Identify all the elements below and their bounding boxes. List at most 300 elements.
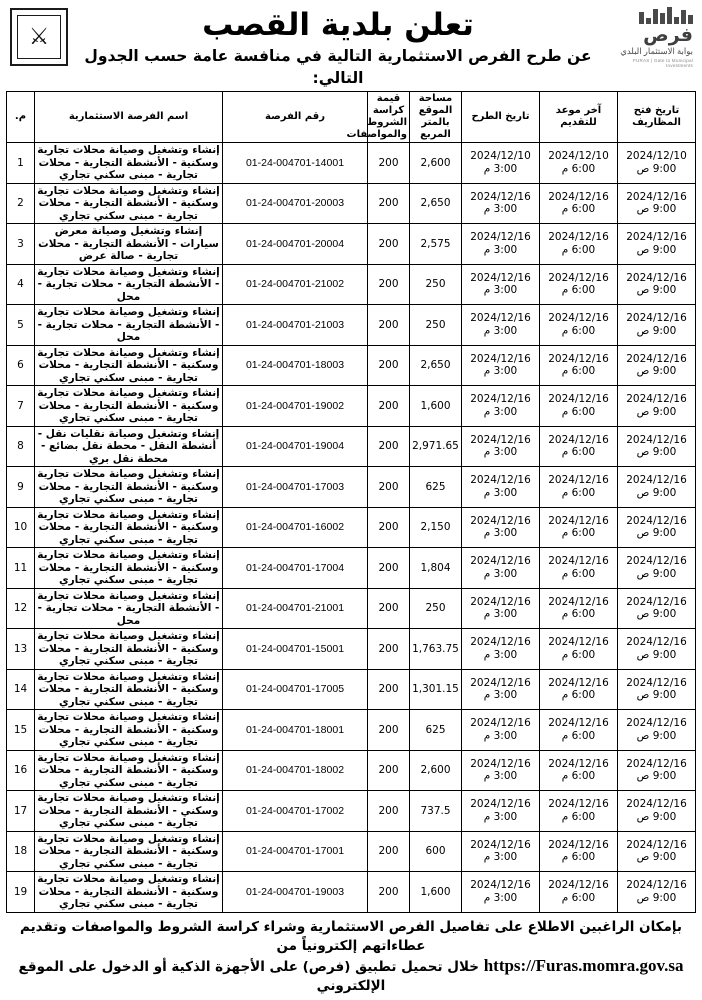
cell-offer-date-date: 2024/12/16	[470, 271, 531, 284]
cell-opening	[618, 588, 696, 629]
col-offer-date: تاريخ الطرح	[462, 92, 540, 143]
cell-booklet-price: 200	[368, 305, 410, 346]
cell-opening-date: 2024/12/10	[626, 150, 687, 163]
col-index: م.	[7, 92, 35, 143]
cell-deadline-time: 6:00 م	[561, 284, 596, 297]
cell-booklet-price: 200	[368, 629, 410, 670]
cell-deadline-date: 2024/12/16	[548, 717, 609, 730]
cell-opening-date: 2024/12/16	[626, 717, 687, 730]
cell-deadline	[540, 831, 618, 872]
cell-offer-date-time: 3:00 م	[483, 365, 518, 378]
cell-offer-date-time: 3:00 م	[483, 203, 518, 216]
cell-opening-time: 9:00 ص	[636, 365, 677, 378]
cell-opportunity-name: إنشاء وتشغيل وصيانة محلات تجارية وسكنية - الأنشطة التجارية - محلات تجارية - مبنى سكني تجاري	[35, 629, 223, 670]
cell-index: 18	[7, 831, 35, 872]
cell-deadline-time: 6:00 م	[561, 891, 596, 904]
cell-opening-time: 9:00 ص	[636, 162, 677, 175]
cell-opening	[618, 791, 696, 832]
cell-deadline	[540, 750, 618, 791]
cell-opportunity-name: إنشاء وتشغيل وصيانة محلات تجارية - الأنشطة التجارية - محلات تجارية - محل	[35, 305, 223, 346]
cell-area: 1,600	[410, 386, 462, 427]
cell-booklet-price: 200	[368, 264, 410, 305]
cell-booklet-price: 200	[368, 143, 410, 184]
cell-deadline-date: 2024/12/16	[548, 271, 609, 284]
cell-opening-time: 9:00 ص	[636, 486, 677, 499]
cell-index: 5	[7, 305, 35, 346]
page-title: تعلن بلدية القصب	[202, 7, 474, 43]
cell-deadline-time: 6:00 م	[561, 770, 596, 783]
cell-booklet-price: 200	[368, 224, 410, 265]
table-row	[7, 669, 696, 710]
cell-opportunity-number: 01-24-004701-18002	[223, 750, 368, 791]
cell-opportunity-name: إنشاء وتشغيل وصيانة محلات تجارية - الأنشطة التجارية - محلات تجارية - محل	[35, 588, 223, 629]
cell-opening	[618, 143, 696, 184]
table-row	[7, 305, 696, 346]
cell-area: 1,600	[410, 872, 462, 913]
cell-offer-date	[462, 588, 540, 629]
cell-opportunity-number: 01-24-004701-19004	[223, 426, 368, 467]
cell-opportunity-number: 01-24-004701-19003	[223, 872, 368, 913]
table-row	[7, 345, 696, 386]
cell-deadline	[540, 872, 618, 913]
palm-swords-icon: ⚔	[17, 15, 61, 59]
cell-deadline-time: 6:00 م	[561, 486, 596, 499]
cell-index: 3	[7, 224, 35, 265]
cell-opening-time: 9:00 ص	[636, 689, 677, 702]
cell-deadline-time: 6:00 م	[561, 729, 596, 742]
footer-line-1: بإمكان الراغبين الاطلاع على تفاصيل الفرص الاستثمارية وشراء كراسة الشروط والمواصفات وتقديم عطاءاتهم إلكترونياً من	[19, 918, 682, 954]
cell-deadline-time: 6:00 م	[561, 324, 596, 337]
cell-deadline	[540, 305, 618, 346]
cell-offer-date-date: 2024/12/16	[470, 595, 531, 608]
table-row	[7, 467, 696, 508]
cell-offer-date-date: 2024/12/10	[470, 150, 531, 163]
cell-index: 7	[7, 386, 35, 427]
cell-opening-date: 2024/12/16	[626, 879, 687, 892]
cell-offer-date	[462, 750, 540, 791]
cell-opportunity-number: 01-24-004701-21001	[223, 588, 368, 629]
cell-area: 2,600	[410, 750, 462, 791]
cell-deadline	[540, 426, 618, 467]
cell-opening-date: 2024/12/16	[626, 514, 687, 527]
cell-area: 737.5	[410, 791, 462, 832]
cell-opening	[618, 548, 696, 589]
cell-deadline	[540, 629, 618, 670]
cell-opportunity-number: 01-24-004701-17001	[223, 831, 368, 872]
cell-opportunity-name: إنشاء وتشغيل وصيانة محلات تجارية وسكنية - الأنشطة التجارية - محلات تجارية - مبنى سكني تجاري	[35, 710, 223, 751]
cell-area: 600	[410, 831, 462, 872]
cell-opportunity-name: إنشاء وتشغيل وصيانة محلات تجارية وسكنية - الأنشطة التجارية - محلات تجارية - مبنى سكني تجاري	[35, 507, 223, 548]
cell-deadline	[540, 507, 618, 548]
cell-deadline-date: 2024/12/16	[548, 838, 609, 851]
cell-deadline	[540, 345, 618, 386]
cell-opening	[618, 831, 696, 872]
cell-offer-date-date: 2024/12/16	[470, 352, 531, 365]
cell-offer-date	[462, 872, 540, 913]
portal-url[interactable]: https://Furas.momra.gov.sa	[483, 955, 684, 975]
cell-offer-date-date: 2024/12/16	[470, 757, 531, 770]
furas-logo-word: فرص	[643, 24, 693, 46]
cell-opening	[618, 629, 696, 670]
cell-opportunity-name: إنشاء وتشغيل وصيانة محلات تجارية وسكنية - الأنشطة التجارية - محلات تجارية - مبنى سكني تجاري	[35, 548, 223, 589]
furas-logo-english: FURAS | Gate to Municipal Investments	[632, 58, 693, 68]
cell-opening-date: 2024/12/16	[626, 352, 687, 365]
cell-opportunity-number: 01-24-004701-20004	[223, 224, 368, 265]
cell-offer-date	[462, 467, 540, 508]
cell-offer-date	[462, 831, 540, 872]
cell-index: 10	[7, 507, 35, 548]
cell-opportunity-name: إنشاء وتشغيل وصيانة محلات تجارية وسكنية - الأنشطة التجارية - محلات تجارية - مبنى سكني تجاري	[35, 386, 223, 427]
col-area: مساحة الموقع بالمتر المربع	[410, 92, 462, 143]
table-row	[7, 791, 696, 832]
cell-deadline-date: 2024/12/16	[548, 636, 609, 649]
cell-offer-date-date: 2024/12/16	[470, 474, 531, 487]
cell-deadline-date: 2024/12/16	[548, 514, 609, 527]
cell-offer-date-date: 2024/12/16	[470, 433, 531, 446]
cell-deadline	[540, 224, 618, 265]
cell-area: 2,650	[410, 345, 462, 386]
cell-offer-date-time: 3:00 م	[483, 284, 518, 297]
cell-opportunity-number: 01-24-004701-17003	[223, 467, 368, 508]
cell-booklet-price: 200	[368, 426, 410, 467]
cell-opportunity-number: 01-24-004701-17005	[223, 669, 368, 710]
cell-opening-date: 2024/12/16	[626, 595, 687, 608]
cell-deadline-date: 2024/12/10	[548, 150, 609, 163]
cell-offer-date-date: 2024/12/16	[470, 636, 531, 649]
cell-offer-date-time: 3:00 م	[483, 405, 518, 418]
opportunities-table	[6, 91, 696, 913]
cell-opportunity-name: إنشاء وتشغيل وصيانة محلات تجارية وسكنية - الأنشطة التجارية - محلات تجارية - مبنى سكني تجاري	[35, 345, 223, 386]
cell-offer-date-date: 2024/12/16	[470, 838, 531, 851]
cell-opportunity-number: 01-24-004701-21002	[223, 264, 368, 305]
cell-deadline-date: 2024/12/16	[548, 352, 609, 365]
cell-index: 4	[7, 264, 35, 305]
cell-opportunity-name: إنشاء وتشغيل وصيانة محلات تجارية وسكنية - الأنشطة التجارية - محلات تجارية - مبنى سكني تجاري	[35, 143, 223, 184]
cell-opportunity-number: 01-24-004701-16002	[223, 507, 368, 548]
table-row	[7, 548, 696, 589]
cell-offer-date	[462, 548, 540, 589]
cell-opening-time: 9:00 ص	[636, 770, 677, 783]
cell-opening-time: 9:00 ص	[636, 608, 677, 621]
cell-deadline-date: 2024/12/16	[548, 676, 609, 689]
cell-opportunity-name: إنشاء وتشغيل وصيانة معرض سيارات - الأنشطة التجارية - محلات تجارية - صالة عرض	[35, 224, 223, 265]
cell-offer-date	[462, 669, 540, 710]
col-opening-date: تاريخ فتح المظاريف	[618, 92, 696, 143]
cell-deadline-date: 2024/12/16	[548, 879, 609, 892]
cell-index: 2	[7, 183, 35, 224]
cell-opportunity-name: إنشاء وتشغيل وصيانة محلات تجارية وسكنية - الأنشطة التجارية - محلات تجارية - مبنى سكني تجاري	[35, 467, 223, 508]
cell-opening-date: 2024/12/16	[626, 838, 687, 851]
cell-opening-time: 9:00 ص	[636, 243, 677, 256]
cell-opening-time: 9:00 ص	[636, 284, 677, 297]
furas-logo-mark	[607, 6, 693, 68]
footer-line-2-text: خلال تحميل تطبيق (فرص) على الأجهزة الذكية أو الدخول على الموقع الإلكتروني	[18, 958, 479, 994]
cell-offer-date-time: 3:00 م	[483, 689, 518, 702]
cell-deadline-date: 2024/12/16	[548, 757, 609, 770]
cell-opening-time: 9:00 ص	[636, 446, 677, 459]
cell-opportunity-number: 01-24-004701-17004	[223, 548, 368, 589]
cell-opening-time: 9:00 ص	[636, 203, 677, 216]
cell-deadline	[540, 264, 618, 305]
cell-index: 8	[7, 426, 35, 467]
cell-opening	[618, 507, 696, 548]
cell-opportunity-name: إنشاء وتشغيل وصيانة محلات تجارية وسكني - الأنشطة التجارية - محلات تجارية - مبنى سكني تجاري	[35, 791, 223, 832]
cell-deadline-date: 2024/12/16	[548, 798, 609, 811]
cell-booklet-price: 200	[368, 467, 410, 508]
furas-bars-icon	[607, 6, 693, 24]
cell-offer-date-time: 3:00 م	[483, 729, 518, 742]
footer-note	[6, 918, 696, 1000]
cell-deadline-time: 6:00 م	[561, 567, 596, 580]
cell-booklet-price: 200	[368, 669, 410, 710]
cell-opening	[618, 872, 696, 913]
cell-deadline-time: 6:00 م	[561, 527, 596, 540]
cell-deadline	[540, 791, 618, 832]
table-row	[7, 710, 696, 751]
cell-offer-date-date: 2024/12/16	[470, 717, 531, 730]
cell-index: 1	[7, 143, 35, 184]
cell-deadline-time: 6:00 م	[561, 162, 596, 175]
cell-offer-date	[462, 507, 540, 548]
cell-opportunity-number: 01-24-004701-21003	[223, 305, 368, 346]
cell-opening	[618, 224, 696, 265]
cell-booklet-price: 200	[368, 548, 410, 589]
cell-index: 14	[7, 669, 35, 710]
cell-opening	[618, 750, 696, 791]
cell-opening	[618, 669, 696, 710]
col-opportunity-number: رقم الفرصة	[223, 92, 368, 143]
cell-offer-date-time: 3:00 م	[483, 162, 518, 175]
cell-booklet-price: 200	[368, 183, 410, 224]
cell-opportunity-number: 01-24-004701-17002	[223, 791, 368, 832]
cell-offer-date-time: 3:00 م	[483, 770, 518, 783]
cell-offer-date-time: 3:00 م	[483, 243, 518, 256]
col-booklet-price: قيمة كراسة الشروط والمواصفات	[368, 92, 410, 143]
cell-index: 16	[7, 750, 35, 791]
cell-deadline-time: 6:00 م	[561, 243, 596, 256]
table-row	[7, 588, 696, 629]
table-row	[7, 143, 696, 184]
cell-offer-date	[462, 264, 540, 305]
cell-offer-date	[462, 143, 540, 184]
cell-area: 2,971.65	[410, 426, 462, 467]
table-row	[7, 426, 696, 467]
cell-deadline-time: 6:00 م	[561, 608, 596, 621]
table-row	[7, 750, 696, 791]
page-header	[6, 4, 696, 89]
cell-booklet-price: 200	[368, 872, 410, 913]
cell-offer-date-time: 3:00 م	[483, 567, 518, 580]
cell-area: 1,301.15	[410, 669, 462, 710]
cell-offer-date-date: 2024/12/16	[470, 393, 531, 406]
cell-offer-date-date: 2024/12/16	[470, 555, 531, 568]
cell-opportunity-name: إنشاء وتشغيل وصيانة محلات تجارية وسكنية - الأنشطة التجارية - محلات تجارية - مبنى سكني تجاري	[35, 750, 223, 791]
page-subtitle: عن طرح الفرص الاستثمارية التالية في منافسة عامة حسب الجدول التالي:	[84, 47, 592, 87]
cell-opportunity-number: 01-24-004701-18001	[223, 710, 368, 751]
cell-deadline	[540, 710, 618, 751]
cell-offer-date-time: 3:00 م	[483, 851, 518, 864]
cell-area: 1,804	[410, 548, 462, 589]
cell-opening-date: 2024/12/16	[626, 190, 687, 203]
cell-offer-date-date: 2024/12/16	[470, 514, 531, 527]
cell-area: 625	[410, 710, 462, 751]
cell-deadline-date: 2024/12/16	[548, 231, 609, 244]
cell-area: 625	[410, 467, 462, 508]
cell-offer-date	[462, 345, 540, 386]
cell-opening-date: 2024/12/16	[626, 798, 687, 811]
cell-deadline-date: 2024/12/16	[548, 595, 609, 608]
cell-opportunity-number: 01-24-004701-20003	[223, 183, 368, 224]
cell-offer-date-date: 2024/12/16	[470, 676, 531, 689]
cell-opening-date: 2024/12/16	[626, 231, 687, 244]
cell-deadline-time: 6:00 م	[561, 405, 596, 418]
cell-deadline-date: 2024/12/16	[548, 555, 609, 568]
cell-deadline	[540, 183, 618, 224]
cell-index: 15	[7, 710, 35, 751]
cell-opening-time: 9:00 ص	[636, 648, 677, 661]
municipality-emblem	[6, 4, 72, 89]
cell-deadline-time: 6:00 م	[561, 446, 596, 459]
cell-deadline	[540, 386, 618, 427]
cell-offer-date-date: 2024/12/16	[470, 231, 531, 244]
cell-offer-date-time: 3:00 م	[483, 608, 518, 621]
cell-offer-date-time: 3:00 م	[483, 648, 518, 661]
cell-deadline	[540, 467, 618, 508]
header-titles	[72, 4, 604, 89]
emblem-frame	[10, 8, 68, 66]
cell-index: 12	[7, 588, 35, 629]
furas-logo-subtitle: بوابة الاستثمار البلدي	[620, 46, 693, 56]
table-body	[7, 143, 696, 913]
cell-offer-date-time: 3:00 م	[483, 446, 518, 459]
cell-opening	[618, 426, 696, 467]
cell-offer-date-date: 2024/12/16	[470, 312, 531, 325]
cell-deadline-time: 6:00 م	[561, 851, 596, 864]
cell-opening-time: 9:00 ص	[636, 405, 677, 418]
cell-opportunity-number: 01-24-004701-18003	[223, 345, 368, 386]
cell-offer-date-date: 2024/12/16	[470, 879, 531, 892]
cell-opening-date: 2024/12/16	[626, 555, 687, 568]
cell-booklet-price: 200	[368, 386, 410, 427]
cell-area: 250	[410, 264, 462, 305]
cell-deadline-time: 6:00 م	[561, 810, 596, 823]
cell-opening-time: 9:00 ص	[636, 891, 677, 904]
cell-deadline	[540, 669, 618, 710]
cell-offer-date	[462, 710, 540, 751]
cell-opportunity-name: إنشاء وتشغيل وصيانة محلات تجارية وسكنية - الأنشطة التجارية - محلات تجارية - مبنى سكني تجاري	[35, 669, 223, 710]
table-row	[7, 224, 696, 265]
cell-area: 2,150	[410, 507, 462, 548]
table-row	[7, 183, 696, 224]
cell-opportunity-name: إنشاء وتشغيل وصيانة محلات تجارية وسكنية - الأنشطة التجارية - محلات تجارية - مبنى سكني تجاري	[35, 831, 223, 872]
cell-offer-date-time: 3:00 م	[483, 527, 518, 540]
cell-opening	[618, 386, 696, 427]
cell-deadline-date: 2024/12/16	[548, 474, 609, 487]
cell-opportunity-name: إنشاء وتشغيل وصيانة نقليات نقل - أنشطة النقل - محطة نقل بضائع - محطة نقل بري	[35, 426, 223, 467]
cell-deadline	[540, 143, 618, 184]
col-submission-deadline: آخر موعد للتقديم	[540, 92, 618, 143]
table-row	[7, 507, 696, 548]
cell-deadline-time: 6:00 م	[561, 689, 596, 702]
cell-offer-date	[462, 386, 540, 427]
cell-offer-date	[462, 629, 540, 670]
cell-opening-time: 9:00 ص	[636, 729, 677, 742]
cell-offer-date-date: 2024/12/16	[470, 190, 531, 203]
cell-deadline-date: 2024/12/16	[548, 190, 609, 203]
cell-booklet-price: 200	[368, 791, 410, 832]
cell-booklet-price: 200	[368, 507, 410, 548]
cell-opening-date: 2024/12/16	[626, 676, 687, 689]
cell-offer-date	[462, 791, 540, 832]
cell-offer-date	[462, 426, 540, 467]
cell-offer-date-time: 3:00 م	[483, 324, 518, 337]
cell-deadline-date: 2024/12/16	[548, 312, 609, 325]
cell-deadline-date: 2024/12/16	[548, 433, 609, 446]
cell-opportunity-number: 01-24-004701-14001	[223, 143, 368, 184]
cell-opening-date: 2024/12/16	[626, 271, 687, 284]
furas-logo	[604, 4, 696, 89]
cell-offer-date-time: 3:00 م	[483, 486, 518, 499]
cell-offer-date	[462, 224, 540, 265]
cell-offer-date-time: 3:00 م	[483, 891, 518, 904]
cell-opportunity-number: 01-24-004701-19002	[223, 386, 368, 427]
cell-opening-date: 2024/12/16	[626, 757, 687, 770]
col-opportunity-name: اسم الفرصة الاستثمارية	[35, 92, 223, 143]
cell-deadline-date: 2024/12/16	[548, 393, 609, 406]
cell-opportunity-name: إنشاء وتشغيل وصيانة محلات تجارية وسكنية - الأنشطة التجارية - محلات تجارية - مبنى سكني تجاري	[35, 872, 223, 913]
cell-offer-date-date: 2024/12/16	[470, 798, 531, 811]
cell-opening	[618, 305, 696, 346]
table-row	[7, 831, 696, 872]
cell-area: 250	[410, 305, 462, 346]
cell-index: 9	[7, 467, 35, 508]
cell-opening	[618, 264, 696, 305]
cell-index: 13	[7, 629, 35, 670]
cell-index: 6	[7, 345, 35, 386]
cell-area: 1,763.75	[410, 629, 462, 670]
cell-opening	[618, 710, 696, 751]
cell-booklet-price: 200	[368, 831, 410, 872]
cell-opening	[618, 183, 696, 224]
cell-opening-time: 9:00 ص	[636, 851, 677, 864]
cell-offer-date-time: 3:00 م	[483, 810, 518, 823]
cell-opening-date: 2024/12/16	[626, 474, 687, 487]
cell-opening-time: 9:00 ص	[636, 567, 677, 580]
cell-booklet-price: 200	[368, 710, 410, 751]
cell-opening	[618, 467, 696, 508]
cell-opening-time: 9:00 ص	[636, 527, 677, 540]
cell-deadline-time: 6:00 م	[561, 365, 596, 378]
cell-opportunity-name: إنشاء وتشغيل وصيانة محلات تجارية - الأنشطة التجارية - محلات تجارية - محل	[35, 264, 223, 305]
cell-area: 2,650	[410, 183, 462, 224]
cell-area: 2,600	[410, 143, 462, 184]
cell-opening-date: 2024/12/16	[626, 433, 687, 446]
cell-area: 2,575	[410, 224, 462, 265]
cell-booklet-price: 200	[368, 588, 410, 629]
table-header-row	[7, 92, 696, 143]
cell-opening-date: 2024/12/16	[626, 312, 687, 325]
table-row	[7, 264, 696, 305]
cell-booklet-price: 200	[368, 345, 410, 386]
cell-opening-date: 2024/12/16	[626, 393, 687, 406]
cell-opening-time: 9:00 ص	[636, 810, 677, 823]
cell-index: 17	[7, 791, 35, 832]
table-row	[7, 386, 696, 427]
cell-deadline	[540, 588, 618, 629]
cell-opening-time: 9:00 ص	[636, 324, 677, 337]
cell-deadline-time: 6:00 م	[561, 203, 596, 216]
cell-offer-date	[462, 183, 540, 224]
